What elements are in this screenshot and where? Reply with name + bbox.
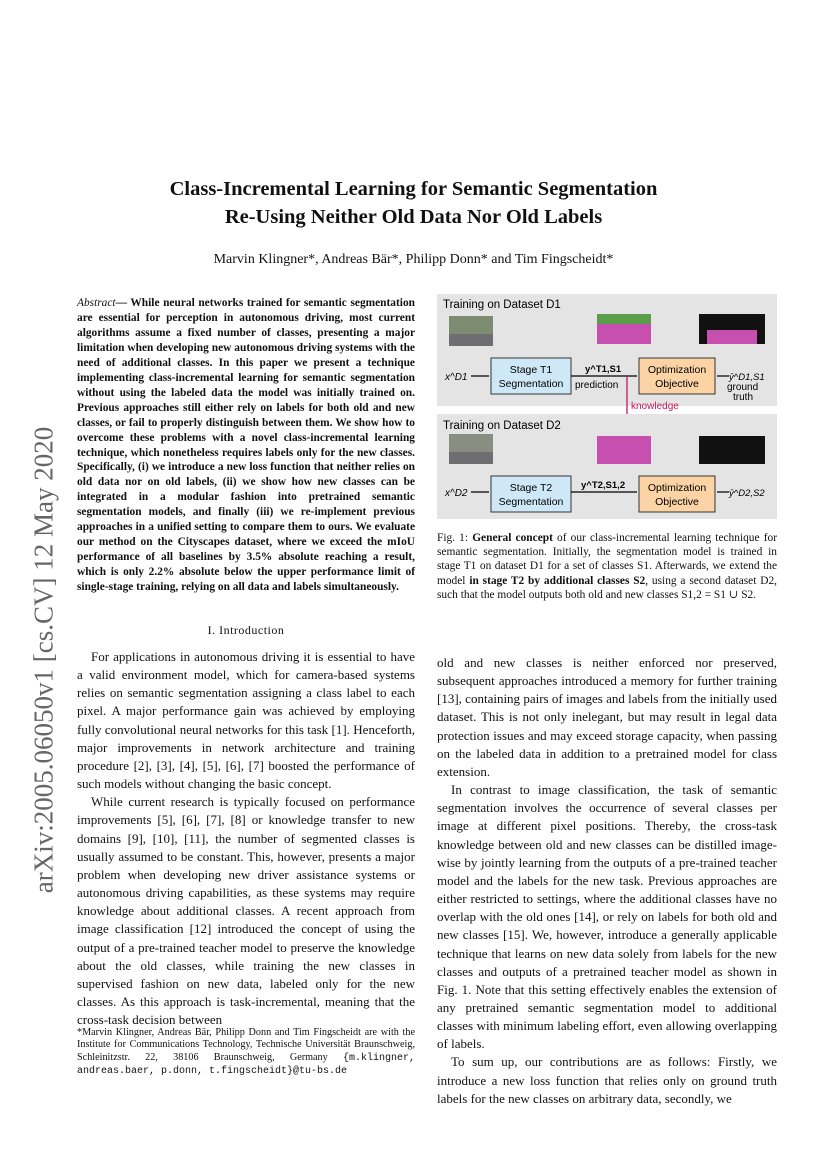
paragraph: To sum up, our contributions are as follows: Firstly, we introduce a new loss function that relies only on ground truth labels for the new classes on arbitrary data, secondly, we — [437, 1054, 777, 1106]
ground-truth-map-2 — [699, 436, 765, 464]
prediction-map-1-top — [597, 314, 651, 324]
arxiv-sidebar — [14, 350, 74, 970]
right-column-body — [437, 654, 777, 1108]
input-image-2-road — [449, 452, 493, 464]
panel-1-title: Training on Dataset D1 — [443, 299, 561, 311]
stage-box-1-line2: Segmentation — [498, 378, 564, 390]
panel-2-title: Training on Dataset D2 — [443, 420, 561, 432]
optimization-box-1-line1: Optimization — [647, 364, 707, 376]
optimization-box-1-line2: Objective — [655, 378, 699, 390]
ground-truth-symbol-2: ȳ^D2,S2 — [729, 488, 765, 499]
distillation-label-1: knowledge — [631, 401, 679, 412]
paragraph: old and new classes is neither enforced nor preserved, subsequent approaches introduced a memory for further training [13], containing pairs of images and labels from the initially used dataset. This is not only inelegant, but may result in legal data protection issues and may exceed storage capacity, when passing on the labeled data in addition to a pretrained model for class extension. — [437, 655, 777, 779]
section-heading: I. Introduction — [207, 623, 285, 637]
author-list: Marvin Klingner*, Andreas Bär*, Philipp Donn* and Tim Fingscheidt* — [213, 252, 614, 267]
paragraph: In contrast to image classification, the task of semantic segmentation involves the occurrence of several classes per image at different pixel positions. Thereby, the cross-task knowledge between old and new classes can be distilled image-wise by jointly learning from the outputs of a pre-trained teacher model and the labels for the new task. Previous approaches are either restricted to settings, where the additional classes have no overlap with the old ones [14], or rely on labels for both old and new classes [15]. We, however, introduce a generally applicable technique that learns on new data solely from labels for the new classes and outputs of a pretrained teacher model as shown in Fig. 1. Note that this setting effectively enables the extension of any pretrained semantic segmentation model to additional classes with minimum labeling effort, even allowing overlapping of labels. — [437, 782, 777, 1052]
input-label-2: x^D2 — [445, 488, 468, 499]
stage-box-2-line1: Stage T2 — [509, 482, 553, 494]
ground-truth-map-1-road — [707, 330, 757, 344]
prediction-label: prediction — [575, 380, 619, 391]
prediction-symbol-1: y^T1,S1 — [585, 364, 622, 375]
caption-text-1: of our class-incremental learning technique for semantic segmentation. Initially, the segmentation model is trained in stage T1 on dataset D1 for a set of classes S1. Afterwards, we extend the model — [437, 532, 777, 587]
footnote-emails: {m.klingner, andreas.baer, p.donn, t.fingscheidt}@tu-bs.de — [77, 1052, 415, 1077]
ground-truth-label-2: truth — [733, 392, 754, 403]
caption-bold: General concept — [472, 532, 553, 544]
ground-truth-label-1: ground — [727, 382, 759, 393]
prediction-map-2 — [597, 436, 651, 464]
caption-bold-2: in stage T2 by additional classes S2 — [469, 574, 646, 587]
abstract-text: — While neural networks trained for semantic segmentation are essential for perception in autonomous driving, most current algorithms assume a fixed number of classes, presenting a major limitation when developing new autonomous driving systems with the need of additional classes. In this paper we present a technique implementing class-incremental learning for semantic segmentation without using the labeled data the model was initially trained on. Previous approaches still either rely on labels for both old and new classes, or fail to properly distinguish between them. We show how to overcome these problems with a novel class-incremental learning technique, which nonetheless requires labels only for the new classes. Specifically, (i) we introduce a new loss function that neither relies on old data nor on old labels, (ii) we show how new classes can be integrated in a modular fashion into pretrained semantic segmentation models, and finally (iii) we re-implement previous approaches in a unified setting to compare them to ours. We evaluate our method on the Cityscapes dataset, where we exceed the mIoU performance of all baselines by 3.5% absolute reaching a result, which is only 2.2% absolute below the upper performance limit of single-stage training, relying on all data and labels simultaneously. — [77, 297, 415, 594]
paper-title — [80, 175, 747, 231]
paragraph: For applications in autonomous driving it is essential to have a valid environment model, which for camera-based systems relies on semantic segmentation assigning a class label to each pixel. A major performance gain was achieved by employing fully convolutional neural networks for this task [1]. Henceforth, major improvements in network architecture and training procedure [2], [3], [4], [5], [6], [7] boosted the performance of such models without changing the basic concept. — [77, 649, 415, 792]
ground-truth-symbol-1: ȳ^D1,S1 — [729, 372, 765, 383]
figure-1 — [437, 294, 777, 519]
input-image-1-road — [449, 334, 493, 346]
title-line-2: Re-Using Neither Old Data Nor Old Labels — [224, 206, 603, 228]
prediction-symbol-2: y^T2,S1,2 — [581, 480, 626, 491]
arxiv-id: arXiv:2005.06050v1 [cs.CV] 12 May 2020 — [28, 426, 59, 894]
figure-caption — [437, 531, 777, 602]
paragraph: While current research is typically focused on performance improvements [5], [6], [7], [8] or knowledge transfer to new domains [9], [10], [11], the number of segmented classes is usually assumed to be constant. This, however, presents a major problem when developing new driver assistance systems or autonomous driving capabilities, as these systems may require knowledge about additional classes. A recent approach from image classification [12] introduced the concept of using the output of a pre-trained teacher model to preserve the knowledge about the old classes, while training the new classes in supervised fashion on new data, labeled only for the new classes. As this approach is task-incremental, meaning that the cross-task decision between — [77, 794, 415, 1028]
caption-prefix: Fig. 1: — [437, 532, 473, 544]
optimization-box-2-line1: Optimization — [647, 482, 707, 494]
title-line-1: Class-Incremental Learning for Semantic Segmentation — [169, 178, 658, 200]
abstract-label: Abstract — [77, 297, 116, 309]
abstract — [77, 296, 415, 595]
optimization-box-2-line2: Objective — [655, 496, 699, 508]
input-label-1: x^D1 — [445, 372, 468, 383]
caption-text-2: , using a second dataset D2, such that the model outputs both old and new classes S1,2 = S1 ∪ S2. — [437, 574, 777, 601]
left-column-body — [77, 648, 415, 1029]
footnote — [77, 1027, 415, 1078]
stage-box-2-line2: Segmentation — [498, 496, 564, 508]
stage-box-1-line1: Stage T1 — [509, 364, 553, 376]
footnote-text: *Marvin Klingner, Andreas Bär, Philipp Donn and Tim Fingscheidt are with the Institute for Communications Technology, Technische Universität Braunschweig, Schleinitzstr. 22, 38106 Braunschweig, Germany — [77, 1027, 415, 1063]
